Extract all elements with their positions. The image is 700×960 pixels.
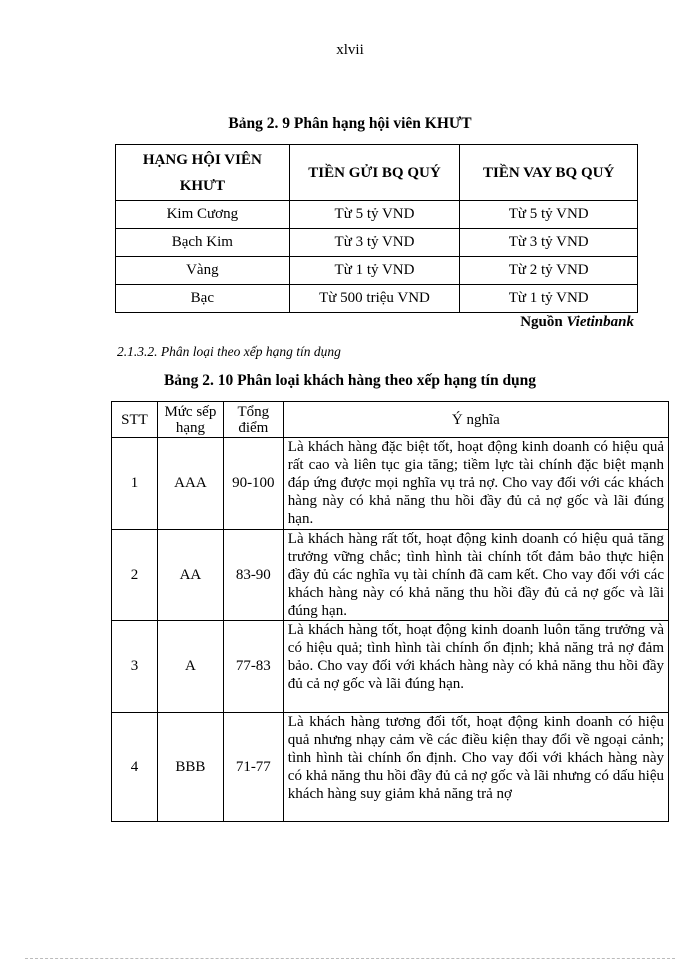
- header-tier-line1: HẠNG HỘI VIÊN: [142, 151, 262, 168]
- score-cell: 71-77: [223, 713, 283, 822]
- source-name: Vietinbank: [566, 314, 634, 330]
- table1-source: [520, 314, 634, 331]
- header-stt: STT: [112, 402, 158, 438]
- table-row: [112, 621, 669, 713]
- stt-cell: 3: [112, 621, 158, 713]
- table-row: [116, 257, 638, 285]
- table1-caption: Bảng 2. 9 Phân hạng hội viên KHƯT: [228, 115, 472, 132]
- rank-cell: AAA: [157, 438, 223, 530]
- tier-name: Bạc: [116, 285, 290, 313]
- tier-name: Bạch Kim: [116, 229, 290, 257]
- deposit-value: Từ 5 tỷ VND: [289, 201, 460, 229]
- header-rank-line1: Mức sếp: [164, 403, 217, 420]
- header-score: [223, 402, 283, 438]
- table-row: [116, 201, 638, 229]
- loan-value: Từ 3 tỷ VND: [460, 229, 638, 257]
- stt-cell: 1: [112, 438, 158, 530]
- meaning-cell: Là khách hàng tốt, hoạt động kinh doanh luôn tăng trưởng và có hiệu quả; tình hình tài chính ổn định; khả năng trả nợ đảm bảo. Cho vay đối với khách hàng này có khả năng thu hồi đầy đủ cả nợ gốc và lãi đúng hạn.: [283, 621, 668, 713]
- deposit-value: Từ 500 triệu VND: [289, 285, 460, 313]
- membership-tier-table: [115, 144, 638, 313]
- meaning-cell: Là khách hàng rất tốt, hoạt động kinh doanh có hiệu quả tăng trưởng vững chắc; tình hình tài chính tốt đảm bảo thực hiện đầy đủ các nghĩa vụ tài chính đã cam kết. Cho vay đối với các khách hàng này có khả năng thu hồi đầy đủ cả nợ gốc và lãi đúng hạn.: [283, 530, 668, 621]
- rank-cell: BBB: [157, 713, 223, 822]
- header-rank-line2: hạng: [175, 419, 205, 436]
- credit-rating-table: [111, 401, 669, 822]
- page-bottom-divider: [25, 958, 675, 959]
- header-loan: TIỀN VAY BQ QUÝ: [460, 145, 638, 201]
- table2-caption: Bảng 2. 10 Phân loại khách hàng theo xếp hạng tín dụng: [163, 372, 537, 389]
- score-cell: 77-83: [223, 621, 283, 713]
- table-row: [116, 285, 638, 313]
- score-cell: 83-90: [223, 530, 283, 621]
- table-row: [112, 438, 669, 530]
- page-number: xlvii: [336, 42, 364, 58]
- stt-cell: 4: [112, 713, 158, 822]
- header-tier: [116, 145, 290, 201]
- table1-header-row: [116, 145, 638, 201]
- score-cell: 90-100: [223, 438, 283, 530]
- tier-name: Kim Cương: [116, 201, 290, 229]
- header-tier-line2: KHƯT: [179, 177, 225, 194]
- table-row: [116, 229, 638, 257]
- deposit-value: Từ 3 tỷ VND: [289, 229, 460, 257]
- header-rank: [157, 402, 223, 438]
- header-score-line2: điểm: [238, 419, 269, 436]
- table2-header-row: [112, 402, 669, 438]
- table-row: [112, 713, 669, 822]
- header-score-line1: Tổng: [237, 403, 270, 420]
- rank-cell: A: [157, 621, 223, 713]
- header-deposit: TIỀN GỬI BQ QUÝ: [289, 145, 460, 201]
- source-label: Nguồn: [520, 314, 563, 330]
- tier-name: Vàng: [116, 257, 290, 285]
- header-meaning: Ý nghĩa: [283, 402, 668, 438]
- deposit-value: Từ 1 tỷ VND: [289, 257, 460, 285]
- stt-cell: 2: [112, 530, 158, 621]
- section-heading: 2.1.3.2. Phân loại theo xếp hạng tín dụng: [117, 344, 341, 359]
- loan-value: Từ 2 tỷ VND: [460, 257, 638, 285]
- loan-value: Từ 5 tỷ VND: [460, 201, 638, 229]
- meaning-cell: Là khách hàng tương đối tốt, hoạt động kinh doanh có hiệu quả nhưng nhạy cảm về các điều kiện thay đổi về ngoại cảnh; tình hình tài chính ổn định. Cho vay đối với khách hàng này có khả năng thu hồi đầy đủ cả nợ gốc và lãi nhưng có dấu hiệu khách hàng suy giảm khả năng trả nợ: [283, 713, 668, 822]
- loan-value: Từ 1 tỷ VND: [460, 285, 638, 313]
- rank-cell: AA: [157, 530, 223, 621]
- meaning-cell: Là khách hàng đặc biệt tốt, hoạt động kinh doanh có hiệu quả rất cao và liên tục gia tăng; tiềm lực tài chính đặc biệt mạnh đáp ứng được mọi nghĩa vụ trả nợ. Cho vay đối với các khách hàng này có khả năng thu hồi đầy đủ cả nợ gốc và lãi đúng hạn.: [283, 438, 668, 530]
- table-row: [112, 530, 669, 621]
